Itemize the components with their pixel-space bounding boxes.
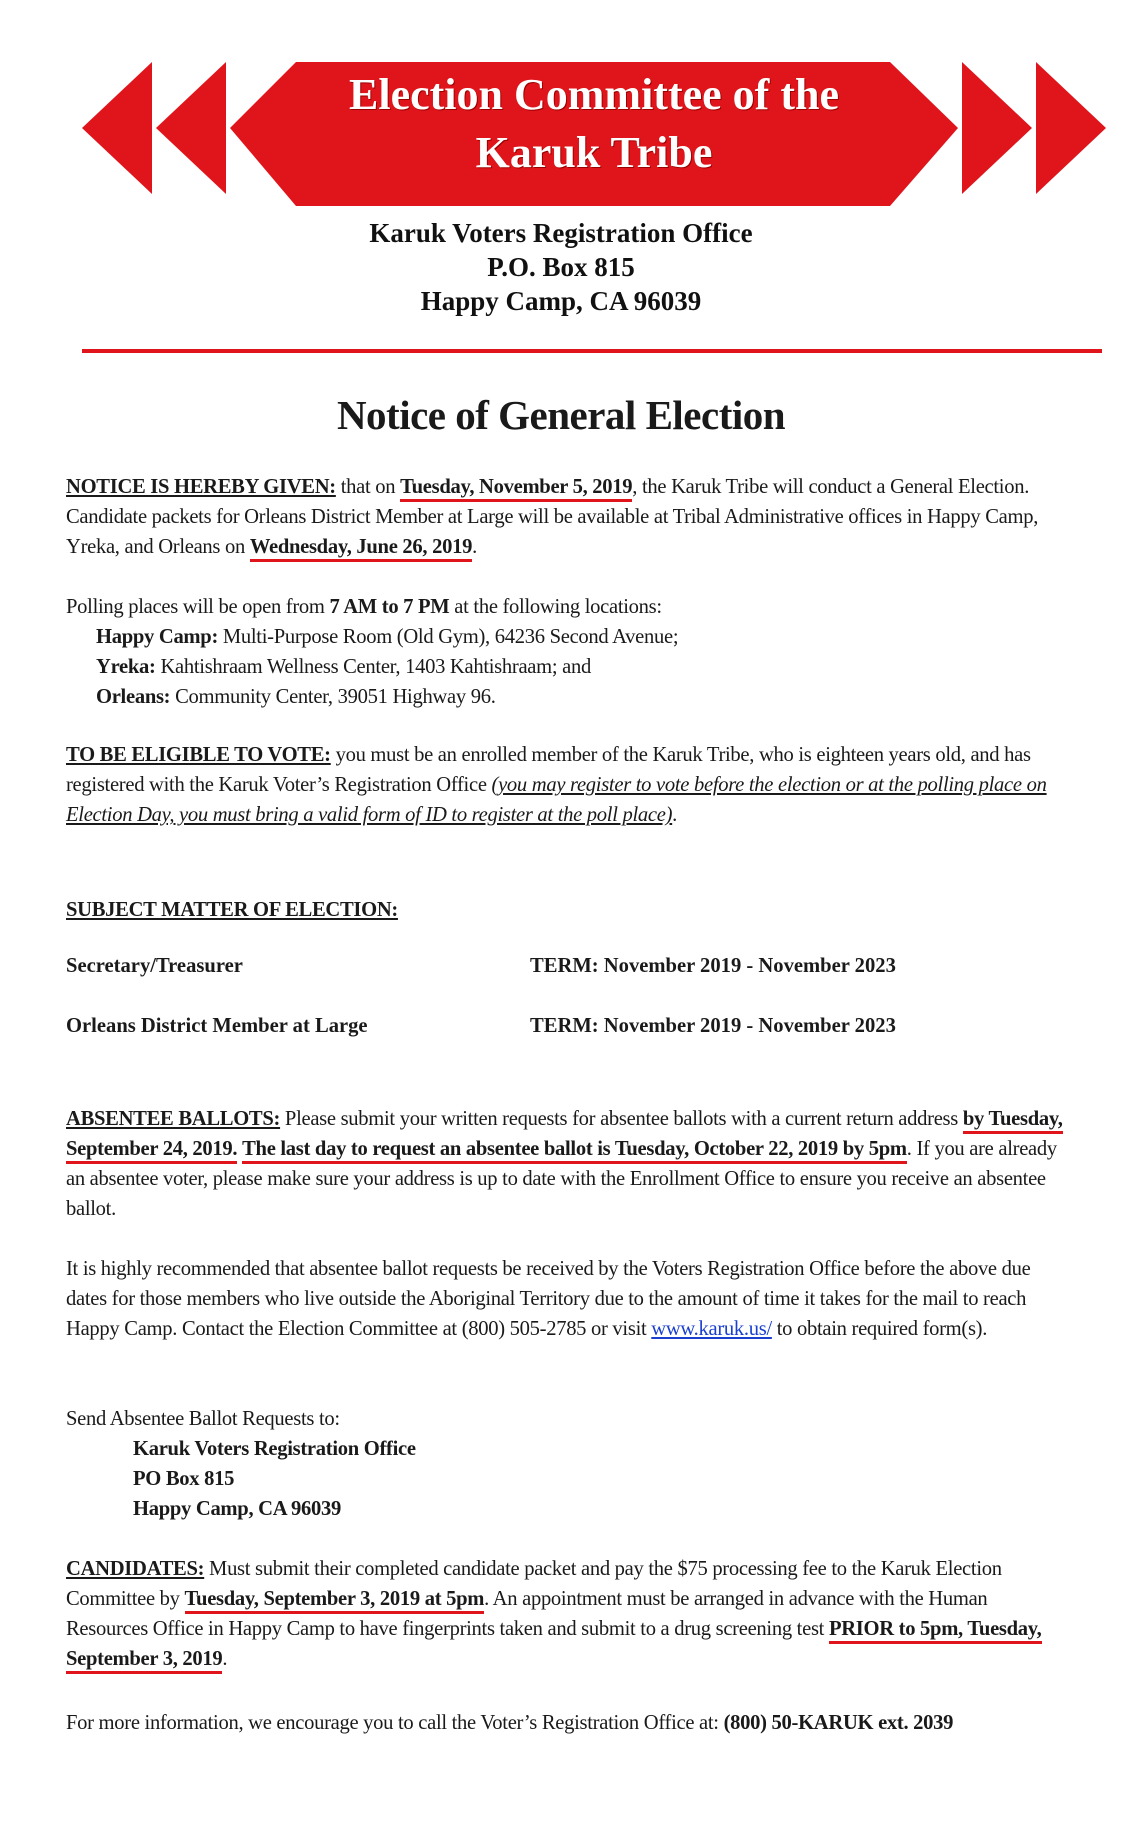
position-title: Orleans District Member at Large [66, 1015, 368, 1037]
candidates-label: CANDIDATES: [66, 1558, 205, 1580]
drug-screening-deadline: PRIOR to 5pm, Tuesday, September 3, 2019 [66, 1618, 1042, 1674]
recommendation-text-1: It is highly recommended that absentee ballot requests be received by the Voters Registration Office before the above due dates for those members who live outside the Aboriginal Territory due to the amount of time it takes for the mail to reach Happy Camp. Contact the Election Committee at (800) 505-2785 or visit [66, 1258, 1031, 1340]
office-city: Happy Camp, CA 96039 [420, 286, 702, 316]
position-title: Secretary/Treasurer [66, 955, 243, 977]
candidate-packet-deadline: Tuesday, September 3, 2019 at 5pm [185, 1588, 485, 1614]
subject-heading [66, 895, 1066, 925]
send-to-intro: Send Absentee Ballot Requests to: [66, 1408, 340, 1430]
location-name: Yreka: [96, 656, 156, 678]
banner-title [225, 66, 963, 182]
absentee-paragraph [66, 1104, 1066, 1224]
position-term: TERM: November 2019 - November 2023 [530, 1015, 896, 1037]
absentee-request-date: by Tuesday, September 24, 2019. [66, 1108, 1063, 1164]
banner-title-line1: Election Committee of the [349, 70, 839, 119]
more-info-paragraph [66, 1708, 1066, 1738]
eligibility-end: . [672, 804, 678, 826]
office-box: P.O. Box 815 [487, 252, 635, 282]
notice-paragraph [66, 472, 1066, 562]
candidates-text-1: Must submit their completed candidate packet and pay the $75 processing fee to the Karuk Election Committee by [66, 1558, 1002, 1610]
document-title: Notice of General Election [336, 392, 786, 438]
location-name: Orleans: [96, 686, 171, 708]
notice-text-2: , the Karuk Tribe will conduct a General Election. Candidate packets for Orleans District Member at Large will be available at Tribal Administrative offices in Happy Camp, Yreka, and Orleans on [66, 476, 1039, 558]
notice-label: NOTICE IS HEREBY GIVEN: [66, 476, 336, 498]
eligibility-text: you must be an enrolled member of the Karuk Tribe, who is eighteen years old, and has registered with the Karuk Voter’s Registration Office [66, 744, 1031, 796]
polling-intro-a: Polling places will be open from [66, 596, 330, 618]
election-date: Tuesday, November 5, 2019 [400, 476, 632, 502]
position-term: TERM: November 2019 - November 2023 [530, 955, 896, 977]
candidates-text-2: . An appointment must be arranged in advance with the Human Resources Office in Happy Camp to have fingerprints taken and submit to a drug screening test [66, 1588, 988, 1640]
position-row [66, 955, 1066, 978]
candidates-text-3: . [222, 1648, 228, 1670]
location-detail: Kahtishraam Wellness Center, 1403 Kahtishraam; and [155, 656, 591, 678]
location-name: Happy Camp: [96, 626, 219, 648]
notice-text-3: . [472, 536, 477, 558]
right-chevron-outer-icon [1036, 62, 1106, 194]
absentee-label: ABSENTEE BALLOTS: [66, 1108, 281, 1130]
left-chevron-inner-icon [156, 62, 226, 194]
polling-intro-b: at the following locations: [449, 596, 662, 618]
eligibility-note: (you may register to vote before the election or at the polling place on Election Day, you must bring a valid form of ID to register at the poll place) [66, 774, 1047, 826]
banner-title-line2: Karuk Tribe [475, 128, 713, 177]
recommendation-paragraph [66, 1254, 1066, 1344]
subject-heading-text: SUBJECT MATTER OF ELECTION: [66, 899, 398, 921]
notice-text-1: that on [335, 476, 401, 498]
polling-location [66, 682, 1066, 712]
eligibility-label: TO BE ELIGIBLE TO VOTE: [66, 744, 331, 766]
polling-hours: 7 AM to 7 PM [329, 596, 450, 618]
right-chevron-inner-icon [962, 62, 1032, 194]
send-to-office: Karuk Voters Registration Office [133, 1438, 416, 1460]
position-row [66, 1015, 1066, 1038]
candidates-paragraph [66, 1554, 1066, 1674]
karuk-website-link[interactable]: www.karuk.us/ [651, 1318, 772, 1340]
absentee-text-3: . If you are already an absentee voter, please make sure your address is up to date with the Enrollment Office to ensure you receive an absentee ballot. [66, 1138, 1057, 1220]
polling-location [66, 652, 1066, 682]
absentee-text-1: Please submit your written requests for absentee ballots with a current return address [280, 1108, 963, 1130]
recommendation-text-2: to obtain required form(s). [771, 1318, 988, 1340]
send-to-block [66, 1404, 1066, 1524]
packet-date: Wednesday, June 26, 2019 [250, 536, 472, 562]
divider-rule [82, 349, 1102, 353]
more-info-text: For more information, we encourage you to call the Voter’s Registration Office at: [66, 1712, 724, 1734]
send-to-city: Happy Camp, CA 96039 [133, 1498, 341, 1520]
left-chevron-outer-icon [82, 62, 152, 194]
polling-location [66, 622, 1066, 652]
send-to-box: PO Box 815 [133, 1468, 235, 1490]
polling-paragraph [66, 592, 1066, 712]
location-detail: Multi-Purpose Room (Old Gym), 64236 Second Avenue; [218, 626, 679, 648]
office-name: Karuk Voters Registration Office [369, 218, 753, 248]
eligibility-paragraph [66, 740, 1066, 830]
absentee-deadline: The last day to request an absentee ballot is Tuesday, October 22, 2019 by 5pm [242, 1138, 907, 1164]
contact-phone: (800) 50-KARUK ext. 2039 [723, 1712, 954, 1734]
location-detail: Community Center, 39051 Highway 96. [170, 686, 496, 708]
